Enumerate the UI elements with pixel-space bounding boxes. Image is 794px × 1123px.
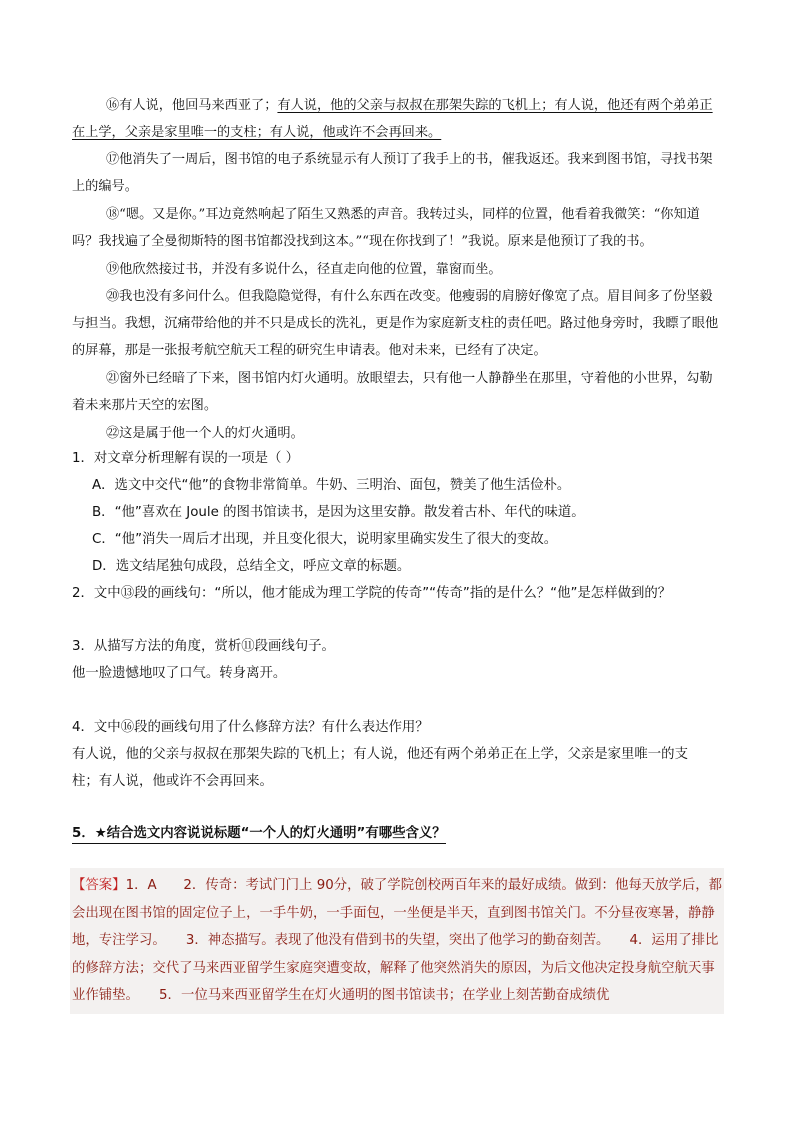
paragraph-22: ㉒这是属于他一个人的灯火通明。 [106,426,304,441]
question-2: 2．文中⑬段的画线句：“所以，他才能成为理工学院的传奇”“传奇”指的是什么？“他”是怎样做到的？ [72,586,672,601]
question-3: 3．从描写方法的角度，赏析⑪段画线句子。 [72,639,335,654]
paragraph-18: ⑱“嗯。又是你。”耳边竟然响起了陌生又熟悉的声音。我转过头，同样的位置，他看着我微笑：“你知道吗？我找遍了全曼彻斯特的图书馆都没找到这本。”“现在你找到了！”我说。原来是他预订了我的书。 [72,207,700,249]
question-4-quote-line-1: 有人说，他的父亲与叔叔在那架失踪的飞机上；有人说，他还有两个弟弟正在上学，父亲是家里唯一的支 [72,747,688,762]
question-1-option-c: C．“他”消失一周后才出现，并且变化很大，说明家里确实发生了很大的变故。 [92,532,558,547]
question-1-option-d: D．选文结尾独句成段，总结全文，呼应文章的标题。 [92,559,411,574]
question-3-quote: 他一脸遗憾地叹了口气。转身离开。 [72,666,287,681]
answer-tag: 【答案】 [72,878,126,893]
paragraph-16-text: ⑯有人说，他回马来西亚了； [106,98,278,113]
question-1: 1．对文章分析理解有误的一项是（ ） [72,451,300,466]
question-1-option-a: A．选文中交代“他”的食物非常简单。牛奶、三明治、面包，赞美了他生活俭朴。 [92,478,571,493]
question-4: 4．文中⑯段的画线句用了什么修辞方法？有什么表达作用？ [72,720,429,735]
answer-text: 1．A 2．传奇：考试门门上 90分，破了学院创校两百年来的最好成绩。做到：他每天放学后，都会出现在图书馆的固定位子上，一手牛奶，一手面包，一坐便是半天，直到图书馆关门。不分昼夜寒暑，静静地，专注学习。 3．神态描写。表现了他没有借到书的失望，突出了他学习的勤奋刻苦。 4．运用了排比的修辞方法；交代了马来西亚留学生家庭突遭变故，解释了他突然消失的原因，为后文他决定投身航空航天事业作铺垫。 5．一位马来西亚留学生在灯火通明的图书馆读书；在学业上刻苦勤奋成绩优 [72,878,723,1003]
paragraph-16-underlined: 有人说，他的父亲与叔叔在那架失踪的飞机上；有人说，他还有两个弟弟正在上学，父亲是家里唯一的支柱；有人说，他或许不会再回来。 [72,98,713,140]
question-4-quote-line-2: 柱；有人说，他或许不会再回来。 [72,774,273,789]
question-5: 5．★结合选文内容说说标题“一个人的灯火通明”有哪些含义？ [72,822,446,844]
paragraph-16 [72,92,724,146]
paragraph-19: ⑲他欣然接过书，并没有多说什么，径直走向他的位置，靠窗而坐。 [106,262,502,277]
answer-section [72,872,724,1010]
question-1-option-b: B．“他”喜欢在 Joule 的图书馆读书，是因为这里安静。散发着古朴、年代的味道。 [92,505,585,520]
paragraph-20: ⑳我也没有多问什么。但我隐隐觉得，有什么东西在改变。他瘦弱的肩膀好像宽了点。眉目间多了份坚毅与担当。我想，沉痛带给他的并不只是成长的洗礼，更是作为家庭新支柱的责任吧。路过他身旁时，我瞟了眼他的屏幕，那是一张报考航空航天工程的研究生申请表。他对未来，已经有了决定。 [72,289,719,358]
paragraph-21: ㉑窗外已经暗了下来，图书馆内灯火通明。放眼望去，只有他一人静静坐在那里，守着他的小世界，勾勒着未来那片天空的宏图。 [72,371,713,413]
paragraph-17: ⑰他消失了一周后，图书馆的电子系统显示有人预订了我手上的书，催我返还。我来到图书馆，寻找书架上的编号。 [72,152,713,194]
